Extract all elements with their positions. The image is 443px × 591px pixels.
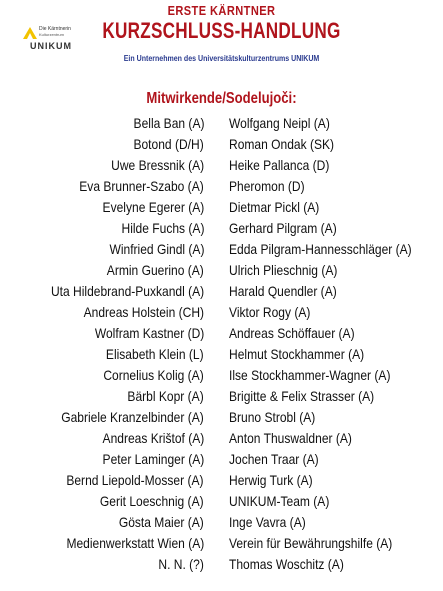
participant-row (0, 218, 443, 239)
participant-right: Harald Quendler (A) (229, 283, 337, 299)
participant-left: Eva Brunner-Szabo (A) (79, 178, 204, 194)
participant-left: Peter Laminger (A) (102, 451, 204, 467)
participant-row (0, 491, 443, 512)
participant-row (0, 302, 443, 323)
participant-left: Elisabeth Klein (L) (106, 346, 204, 362)
participant-row (0, 323, 443, 344)
participant-row (0, 344, 443, 365)
participant-right: Wolfgang Neipl (A) (229, 115, 330, 131)
participant-left: N. N. (?) (158, 556, 204, 572)
participant-row (0, 386, 443, 407)
participant-right: Thomas Woschitz (A) (229, 556, 344, 572)
participant-right: Heike Pallanca (D) (229, 157, 330, 173)
participant-row (0, 512, 443, 533)
participant-right: Ilse Stockhammer-Wagner (A) (229, 367, 391, 383)
logo-mark-icon (22, 26, 38, 40)
participant-right: Verein für Bewährungshilfe (A) (229, 535, 393, 551)
participant-row (0, 449, 443, 470)
participant-left: Gerit Loeschnig (A) (100, 493, 204, 509)
participant-right: Roman Ondak (SK) (229, 136, 335, 152)
logo-word: UNIKUM (30, 41, 72, 51)
participant-row (0, 554, 443, 575)
participant-row (0, 470, 443, 491)
section-title: Mitwirkende/Sodelujoči: (146, 90, 297, 107)
participant-left: Wolfram Kastner (D) (94, 325, 204, 341)
participant-left: Armin Guerino (A) (106, 262, 204, 278)
participant-left: Botond (D/H) (133, 136, 204, 152)
participant-left: Andreas Holstein (CH) (83, 304, 204, 320)
participant-row (0, 533, 443, 554)
participant-right: Edda Pilgram-Hannesschläger (A) (229, 241, 412, 257)
participant-row (0, 197, 443, 218)
participant-left: Gösta Maier (A) (119, 514, 204, 530)
participant-right: Bruno Strobl (A) (229, 409, 316, 425)
participant-right: Jochen Traar (A) (229, 451, 319, 467)
participant-left: Gabriele Kranzelbinder (A) (61, 409, 204, 425)
participant-left: Cornelius Kolig (A) (103, 367, 204, 383)
participant-right: Gerhard Pilgram (A) (229, 220, 337, 236)
participant-right: Ulrich Plieschnig (A) (229, 262, 338, 278)
participant-row (0, 281, 443, 302)
participant-left: Evelyne Egerer (A) (102, 199, 204, 215)
participant-row (0, 365, 443, 386)
participant-left: Uwe Bressnik (A) (110, 157, 204, 173)
participant-row (0, 239, 443, 260)
participant-left: Bärbl Kopr (A) (127, 388, 204, 404)
participant-row (0, 428, 443, 449)
participant-row (0, 176, 443, 197)
participant-right: Herwig Turk (A) (229, 472, 313, 488)
participant-row (0, 407, 443, 428)
participant-right: Helmut Stockhammer (A) (229, 346, 365, 362)
logo-small-line2: Kulturzentrum (39, 32, 64, 37)
participant-left: Bernd Liepold-Mosser (A) (66, 472, 204, 488)
logo-small-line1: Die Kärntnerin (39, 26, 71, 32)
participant-row (0, 155, 443, 176)
participant-right: Pheromon (D) (229, 178, 305, 194)
participants-list (0, 113, 443, 575)
participant-right: Anton Thuswaldner (A) (229, 430, 352, 446)
participant-left: Andreas Krištof (A) (102, 430, 204, 446)
participant-row (0, 113, 443, 134)
header-subtitle: Ein Unternehmen des Universitätskulturzentrums UNIKUM (123, 54, 320, 63)
participant-right: UNIKUM-Team (A) (229, 493, 330, 509)
participant-row (0, 260, 443, 281)
participant-left: Medienwerkstatt Wien (A) (66, 535, 204, 551)
participant-right: Andreas Schöffauer (A) (229, 325, 355, 341)
participant-right: Viktor Rogy (A) (229, 304, 311, 320)
participant-left: Bella Ban (A) (133, 115, 204, 131)
participant-right: Inge Vavra (A) (229, 514, 306, 530)
participant-right: Brigitte & Felix Strasser (A) (229, 388, 375, 404)
participant-left: Uta Hildebrand-Puxkandl (A) (50, 283, 204, 299)
participant-left: Winfried Gindl (A) (108, 241, 204, 257)
participant-left: Hilde Fuchs (A) (121, 220, 204, 236)
participant-right: Dietmar Pickl (A) (229, 199, 320, 215)
participant-row (0, 134, 443, 155)
header-line1: ERSTE KÄRNTNER (167, 3, 276, 18)
header-title: KURZSCHLUSS-HANDLUNG (102, 18, 341, 43)
